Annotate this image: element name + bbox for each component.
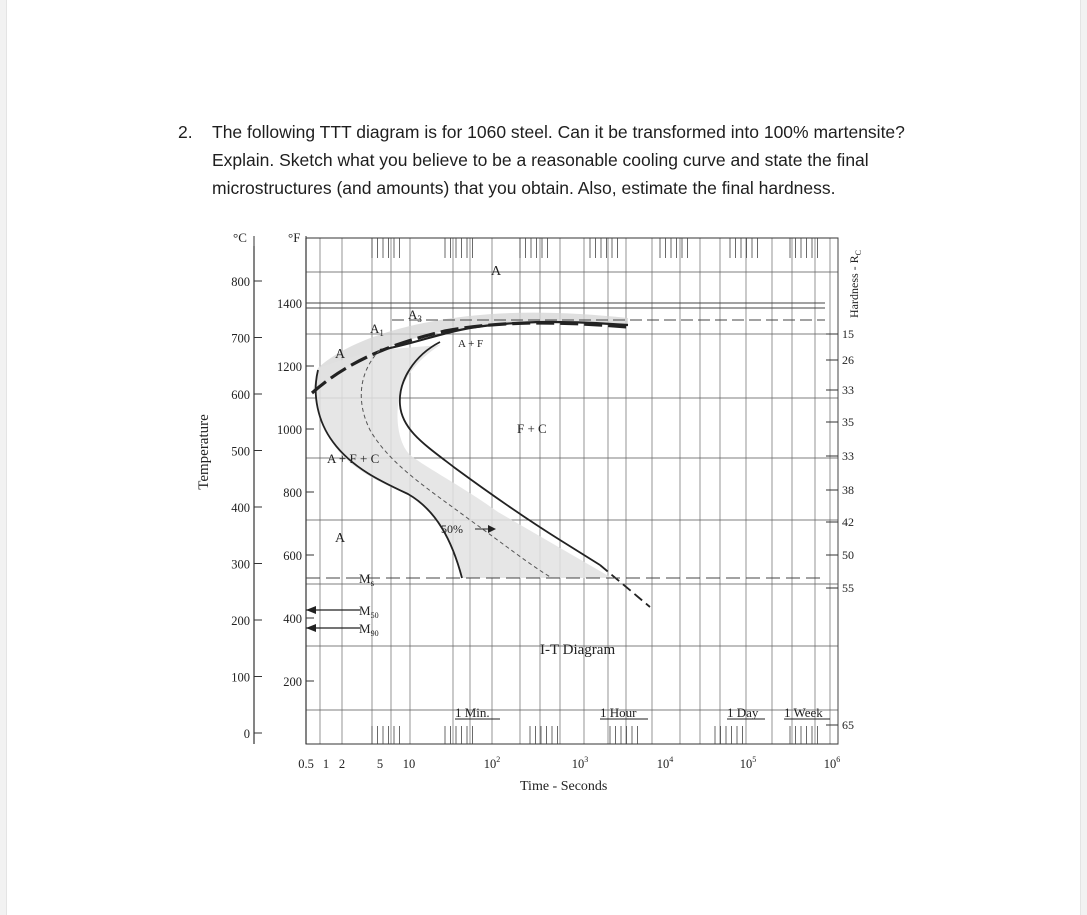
- time-tick-label: 2: [338, 757, 346, 771]
- time-tick-label: 1: [322, 757, 330, 771]
- question-number: 2.: [178, 122, 193, 142]
- finish-curve-extension: [600, 565, 650, 607]
- celsius-tick-label: 300: [231, 557, 250, 572]
- time-tick-group: [298, 755, 840, 771]
- question-line-3: microstructures (and amounts) that you obtain. Also, estimate the final hardness.: [212, 178, 836, 198]
- hardness-axis-label: Hardness - $R_C$: [847, 250, 863, 318]
- celsius-tick-label: 100: [231, 670, 250, 685]
- hardness-value: 33: [842, 449, 854, 463]
- label-m90: $M_{90}$: [359, 621, 379, 638]
- label-f-plus-c: F + C: [517, 421, 547, 436]
- marker-1-day: 1 Day: [727, 705, 759, 720]
- celsius-tick-label: 400: [231, 501, 250, 515]
- hardness-value: 35: [842, 415, 854, 429]
- fahrenheit-tick-label: 1200: [277, 360, 302, 374]
- question-line-2: Explain. Sketch what you believe to be a reasonable cooling curve and state the final: [212, 150, 869, 170]
- time-tick-label: 10: [402, 757, 416, 771]
- hardness-value: 42: [842, 515, 854, 529]
- marker-1-hour: 1 Hour: [600, 705, 637, 720]
- time-tick-label: $10^3$: [571, 755, 589, 771]
- hardness-value: 15: [842, 327, 854, 341]
- fahrenheit-tick-label: 200: [283, 675, 302, 689]
- fahrenheit-tick-label: 400: [283, 612, 302, 626]
- question-line-1: The following TTT diagram is for 1060 steel. Can it be transformed into 100% martensite?: [212, 122, 905, 142]
- time-tick-label: $10^4$: [656, 755, 674, 771]
- fahrenheit-tick-label: 800: [283, 486, 302, 500]
- m90-arrow: [306, 624, 316, 632]
- time-tick-label: $10^2$: [483, 755, 501, 771]
- diagram-title: I-T Diagram: [540, 642, 616, 658]
- hardness-value: 33: [842, 383, 854, 397]
- fahrenheit-tick-label: 600: [283, 549, 302, 563]
- label-austenite-left: A: [335, 347, 346, 362]
- x-axis-label: Time - Seconds: [520, 779, 608, 794]
- fahrenheit-tick-label: 1000: [277, 423, 302, 437]
- label-austenite-top: A: [491, 264, 502, 279]
- hardness-value: 65: [842, 718, 854, 732]
- celsius-tick-group: [231, 275, 262, 741]
- fahrenheit-tick-label: 1400: [277, 297, 302, 311]
- celsius-tick-label: 600: [231, 388, 250, 402]
- fahrenheit-unit-label: °F: [288, 230, 301, 245]
- celsius-tick-label: 800: [231, 275, 250, 289]
- label-ms: $M_s$: [359, 571, 375, 588]
- hardness-value: 55: [842, 581, 854, 595]
- hardness-value: 26: [842, 353, 854, 367]
- time-tick-label: 5: [376, 757, 384, 771]
- marker-1-min: 1 Min.: [455, 705, 490, 720]
- label-a3: $A_3$: [408, 307, 422, 324]
- label-m50: $M_{50}$: [359, 603, 379, 620]
- label-fifty-percent: 50%: [441, 522, 463, 536]
- time-tick-label: 0.5: [298, 757, 314, 771]
- marker-1-week: 1 Week: [784, 705, 823, 720]
- label-a1: $A_1$: [370, 321, 384, 338]
- hardness-value: 50: [842, 548, 854, 562]
- celsius-tick-label: 0: [243, 727, 250, 741]
- celsius-unit-label: °C: [233, 230, 247, 245]
- hardness-value: 38: [842, 483, 854, 497]
- celsius-tick-label: 500: [231, 444, 250, 459]
- celsius-tick-label: 700: [231, 331, 250, 346]
- label-a-plus-f: A + F: [458, 338, 484, 350]
- m50-arrow: [306, 606, 316, 614]
- y-axis-label: Temperature: [196, 414, 212, 490]
- label-a-f-c: A + F + C: [327, 451, 380, 466]
- fahrenheit-tick-group: [277, 297, 314, 689]
- time-tick-label: $10^6$: [823, 755, 841, 771]
- label-austenite-lower: A: [335, 531, 346, 546]
- time-tick-label: $10^5$: [739, 755, 757, 771]
- celsius-tick-label: 200: [231, 614, 250, 628]
